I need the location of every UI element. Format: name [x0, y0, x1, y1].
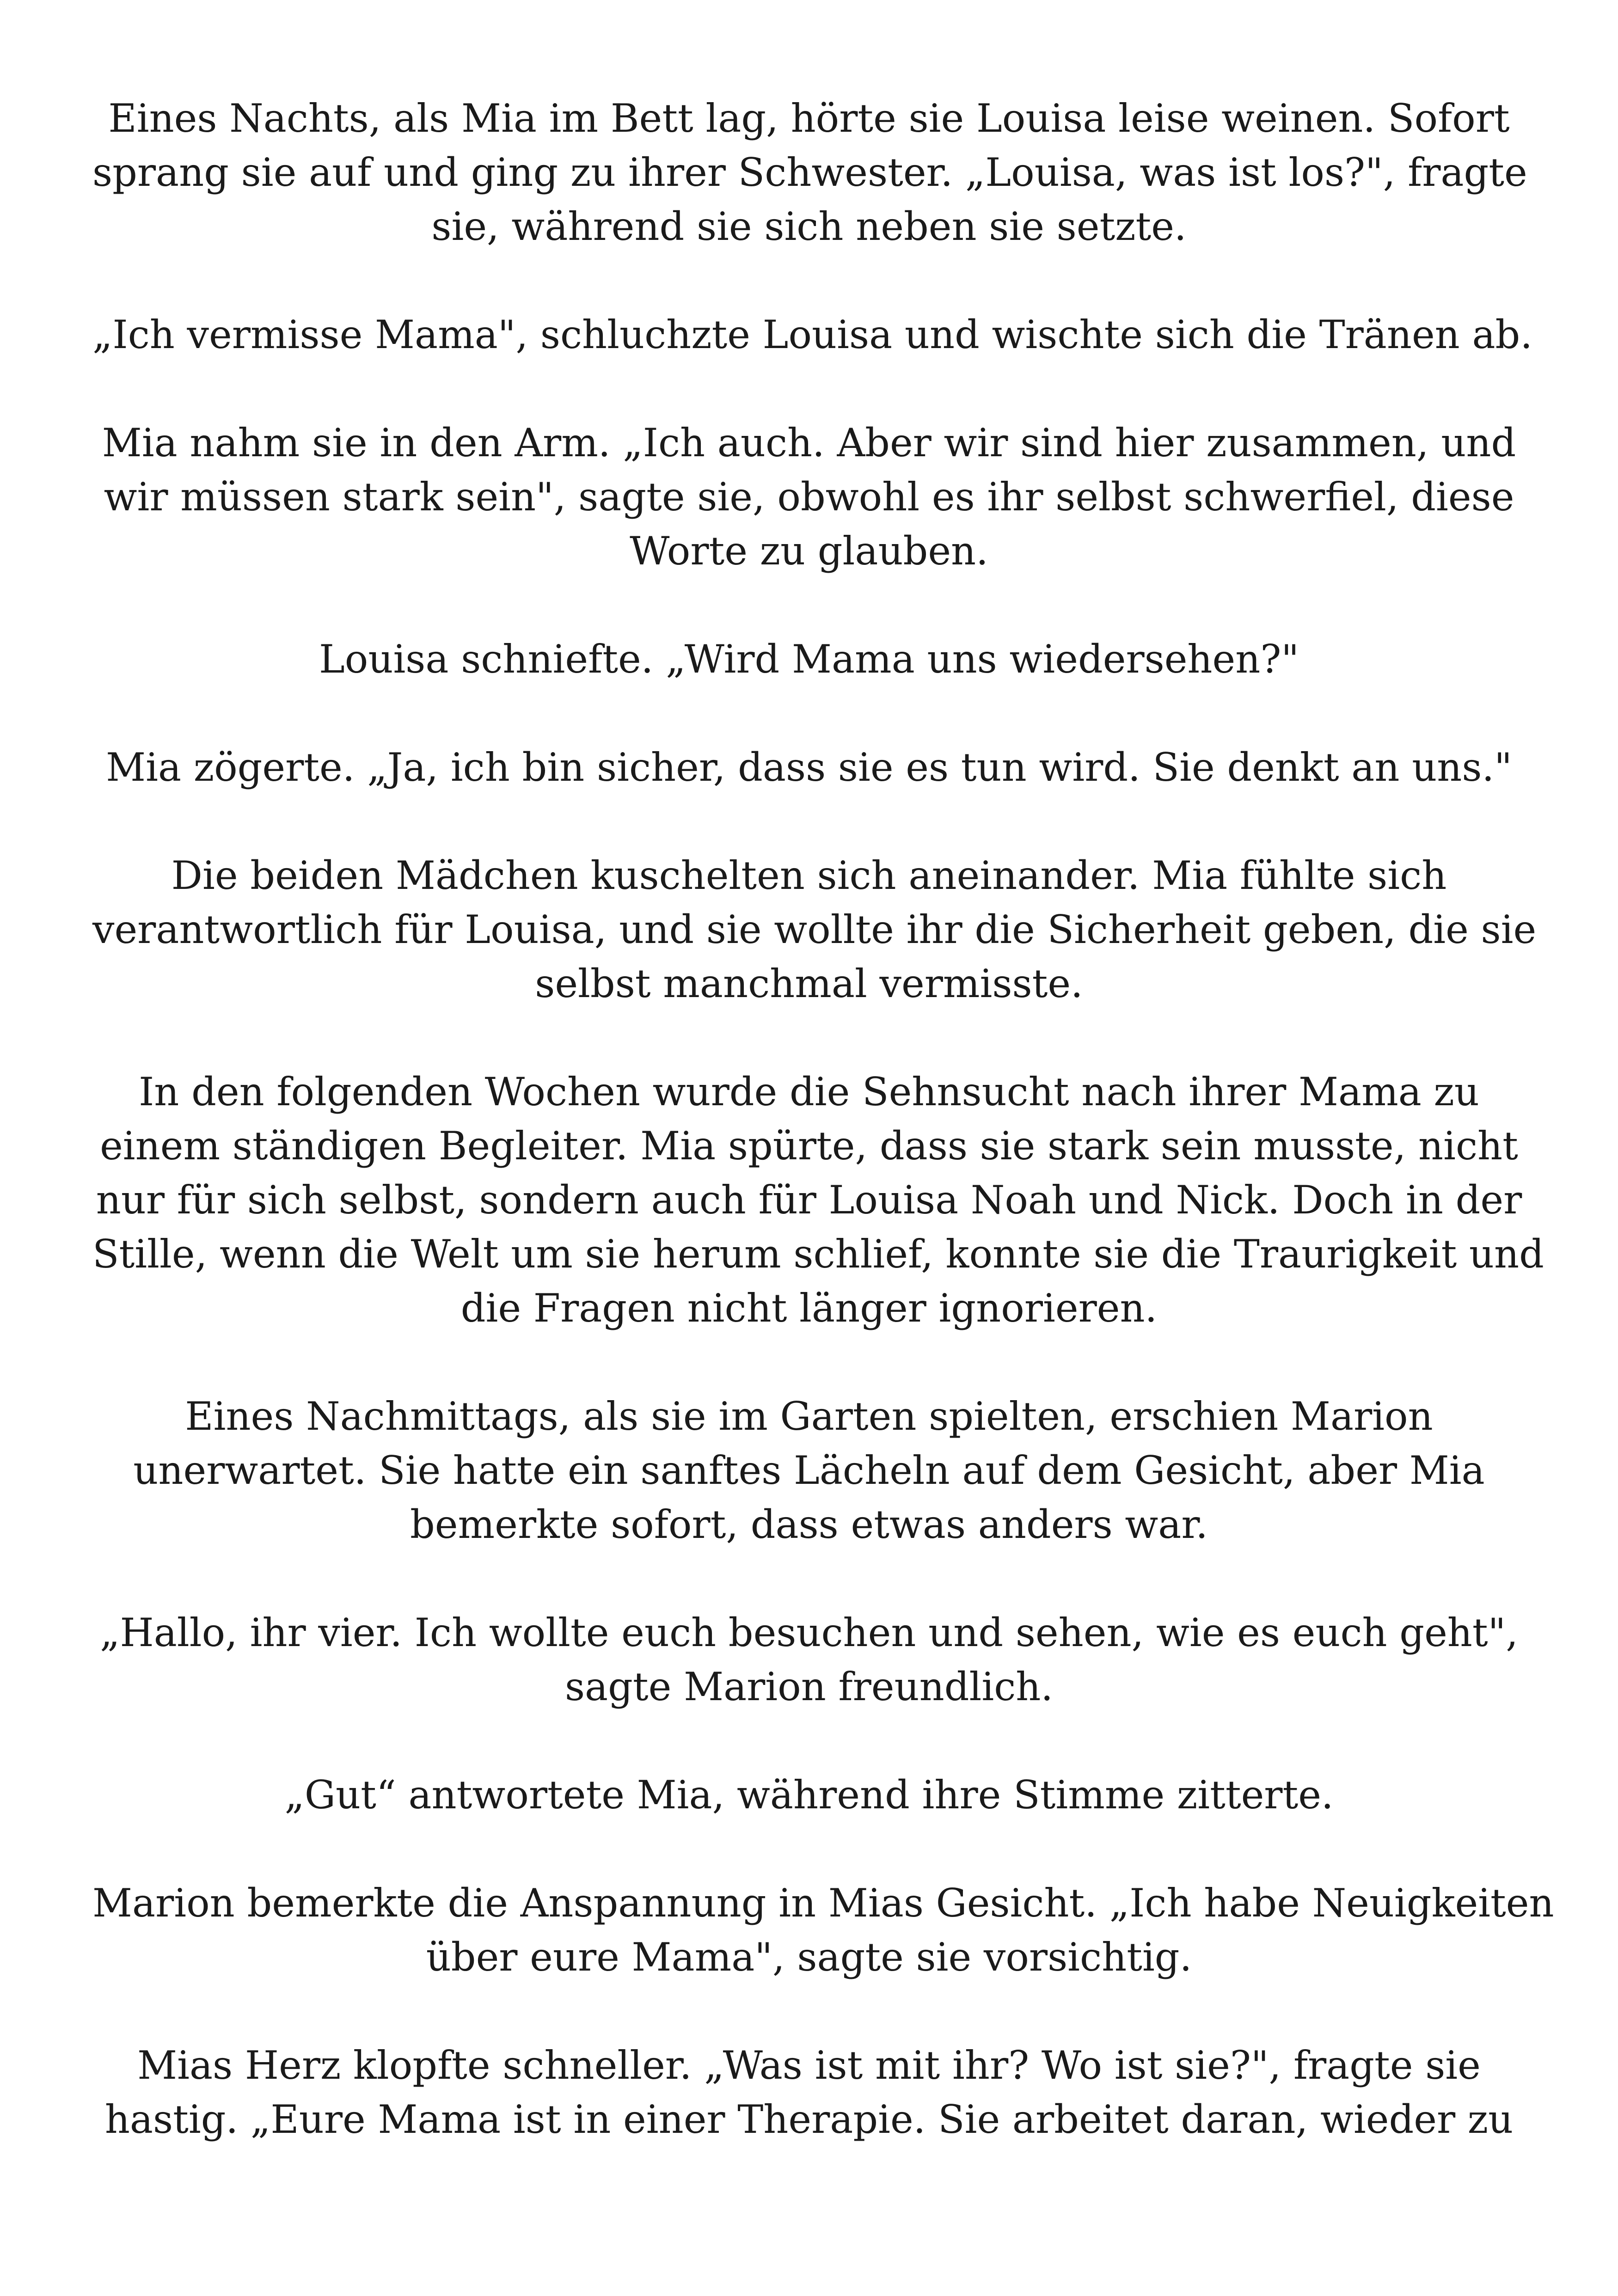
- story-text: [92, 92, 1554, 2201]
- text-line: „Gut“ antwortete Mia, während ihre Stimme zitterte.: [284, 1772, 1334, 1818]
- paragraph: [92, 92, 1526, 254]
- text-line: einem ständigen Begleiter. Mia spürte, dass sie stark sein musste, nicht: [100, 1123, 1518, 1169]
- text-line: wir müssen stark sein", sagte sie, obwohl es ihr selbst schwerfiel, diese: [104, 474, 1514, 520]
- text-line: In den folgenden Wochen wurde die Sehnsucht nach ihrer Mama zu: [139, 1069, 1479, 1114]
- text-line: „Hallo, ihr vier. Ich wollte euch besuchen und sehen, wie es euch geht",: [100, 1610, 1518, 1655]
- text-line: Mia zögerte. „Ja, ich bin sicher, dass sie es tun wird. Sie denkt an uns.": [106, 745, 1512, 790]
- text-line: Marion bemerkte die Anspannung in Mias Gesicht. „Ich habe Neuigkeiten: [92, 1880, 1554, 1926]
- paragraph: [92, 416, 1526, 578]
- text-line: nur für sich selbst, sondern auch für Louisa Noah und Nick. Doch in der: [96, 1177, 1522, 1223]
- text-line: hastig. „Eure Mama ist in einer Therapie. Sie arbeitet daran, wieder zu: [104, 2097, 1514, 2142]
- paragraph: [92, 1876, 1554, 1984]
- text-line: unerwartet. Sie hatte ein sanftes Lächeln auf dem Gesicht, aber Mia: [133, 1448, 1485, 1493]
- text-line: sagte Marion freundlich.: [564, 1664, 1054, 1709]
- text-line: Eines Nachts, als Mia im Bett lag, hörte sie Louisa leise weinen. Sofort: [108, 96, 1510, 141]
- paragraph: [92, 1390, 1526, 1552]
- paragraph: [92, 1768, 1526, 1822]
- text-line: Eines Nachmittags, als sie im Garten spielten, erschien Marion: [185, 1394, 1433, 1439]
- paragraph: [92, 1606, 1526, 1714]
- paragraph: [92, 632, 1526, 686]
- text-line: Stille, wenn die Welt um sie herum schlief, konnte sie die Traurigkeit und: [92, 1231, 1544, 1277]
- text-line: sie, während sie sich neben sie setzte.: [431, 204, 1187, 249]
- text-line: verantwortlich für Louisa, und sie wollte ihr die Sicherheit geben, die sie: [92, 907, 1537, 952]
- text-line: Die beiden Mädchen kuschelten sich aneinander. Mia fühlte sich: [171, 853, 1447, 898]
- text-line: Mia nahm sie in den Arm. „Ich auch. Aber wir sind hier zusammen, und: [102, 420, 1516, 465]
- paragraph: [92, 2039, 1526, 2147]
- text-line: sprang sie auf und ging zu ihrer Schwester. „Louisa, was ist los?", fragte: [92, 150, 1527, 195]
- text-line: die Fragen nicht länger ignorieren.: [460, 1286, 1158, 1331]
- paragraph: [92, 849, 1537, 1011]
- text-line: selbst manchmal vermisste.: [535, 961, 1083, 1006]
- text-line: bemerkte sofort, dass etwas anders war.: [410, 1502, 1208, 1547]
- paragraph: [92, 308, 1533, 362]
- text-line: Worte zu glauben.: [630, 528, 988, 574]
- text-line: über eure Mama", sagte sie vorsichtig.: [426, 1935, 1192, 1980]
- paragraph: [92, 741, 1526, 795]
- paragraph: [92, 1065, 1544, 1335]
- text-line: Louisa schniefte. „Wird Mama uns wiedersehen?": [319, 637, 1299, 682]
- text-line: „Ich vermisse Mama", schluchzte Louisa und wischte sich die Tränen ab.: [92, 312, 1533, 357]
- text-line: Mias Herz klopfte schneller. „Was ist mit ihr? Wo ist sie?", fragte sie: [137, 2043, 1481, 2088]
